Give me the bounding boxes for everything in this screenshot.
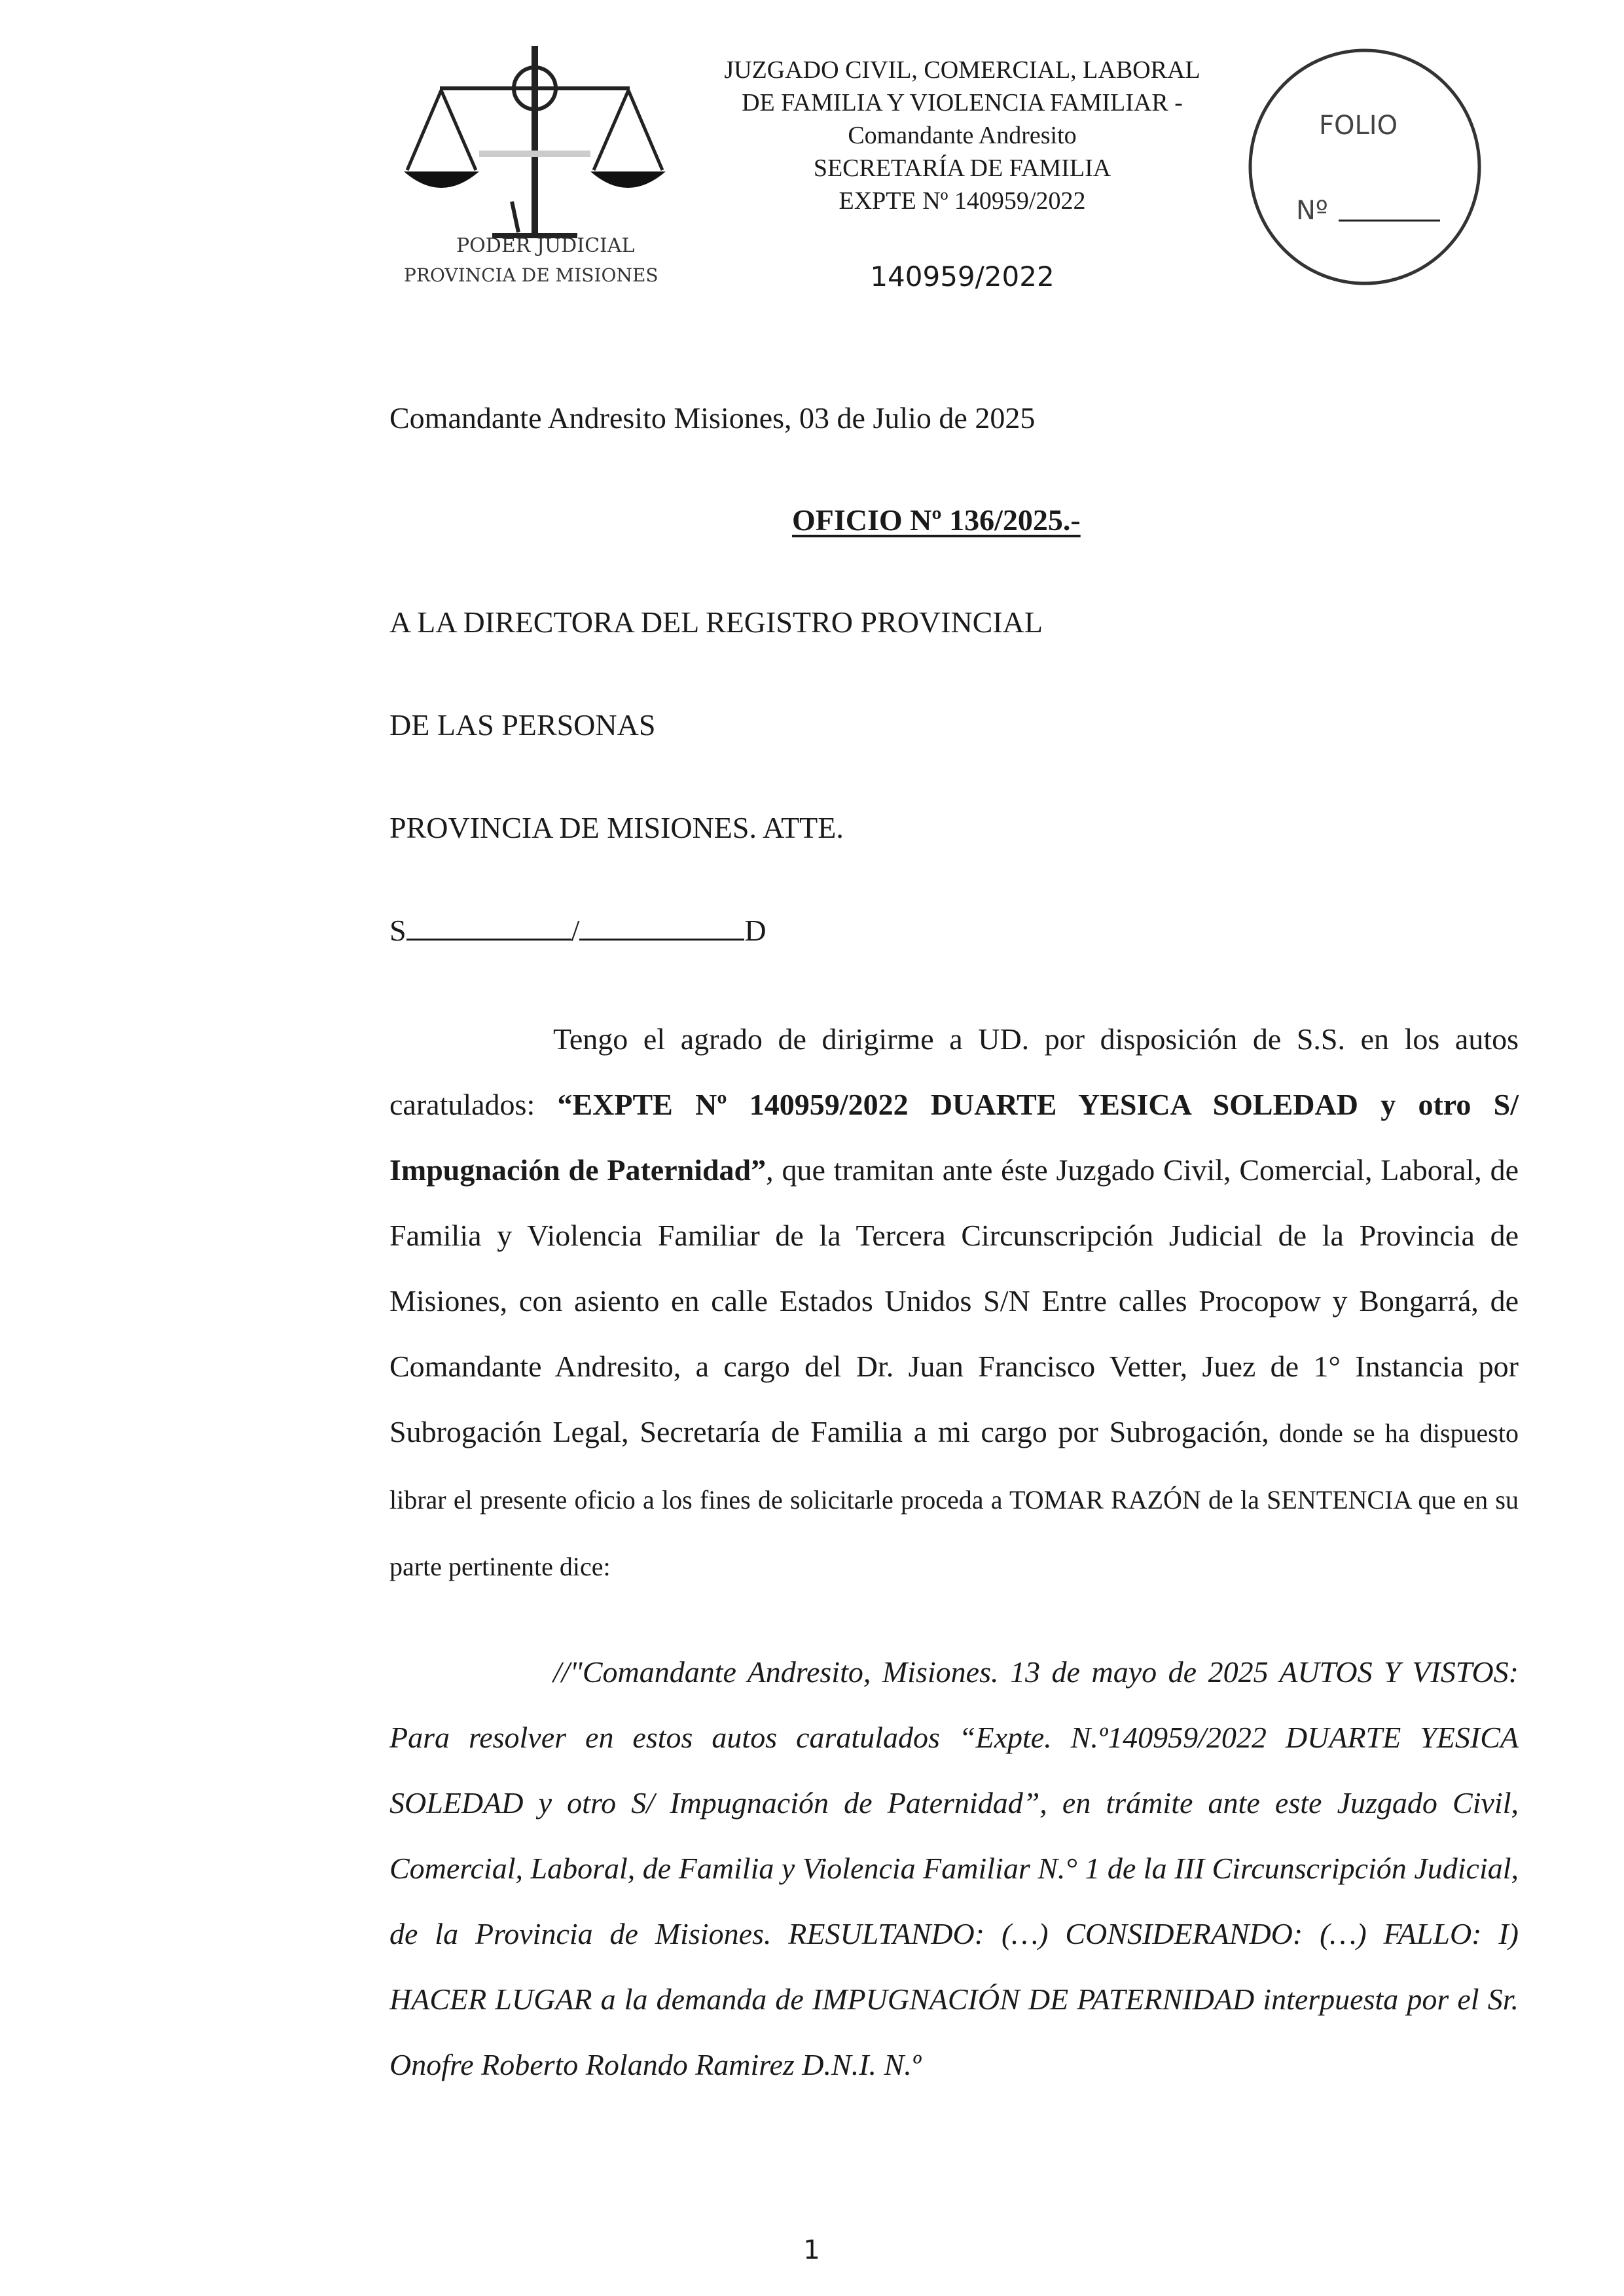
court-line: JUZGADO CIVIL, COMERCIAL, LABORAL (724, 56, 1200, 84)
place-date: Comandante Andresito Misiones, 03 de Julio de 2025 (389, 401, 1036, 435)
court-line: Comandante Andresito (848, 122, 1077, 149)
poder-judicial-logo (401, 39, 689, 295)
folio-label: FOLIO (1319, 111, 1398, 141)
salutation-sd (389, 913, 767, 948)
quote-text: //"Comandante Andresito, Misiones. 13 de mayo de 2025 AUTOS Y VISTOS: Para resolver en estos autos caratulados “Expte. N.º140959/2022 DUARTE YESICA SOLEDAD y otro S/ Impugnación de Paternidad”, en trámite ante este Juzgado Civil, Comercial, Laboral, de Familia y Violencia Familiar N.° 1 de la III Circunscripción Judicial, de la Provincia de Misiones. RESULTANDO: (…) CONSIDERANDO: (…) FALLO: I) HACER LUGAR a la demanda de IMPUGNACIÓN DE PATERNIDAD interpuesta por el Sr. Onofre Roberto Rolando Ramirez D.N.I. N.º (389, 1655, 1519, 2081)
sentence-quote (389, 1640, 1519, 2098)
logo-caption-1: PODER JUDICIAL (456, 234, 635, 257)
sd-d: D (744, 914, 767, 947)
address-line: PROVINCIA DE MISIONES. ATTE. (389, 811, 844, 844)
logo-caption-2: PROVINCIA DE MISIONES (404, 264, 659, 286)
body-text-2: , que tramitan ante éste Juzgado Civil, Comercial, Laboral, de Familia y Violencia Familiar de la Tercera Circunscripción Judicial de la Provincia de Misiones, con asiento en calle Estados Unidos S/N Entre calles Procopow y Bongarrá, de Comandante Andresito, a cargo del Dr. Juan Francisco Vetter, Juez de 1° Instancia por Subrogación Legal, Secretaría de Familia a mi cargo por Subrogación, (389, 1153, 1519, 1448)
court-header (668, 54, 1257, 217)
sd-s: S (389, 914, 406, 947)
sd-slash: / (571, 914, 580, 947)
address-line: A LA DIRECTORA DEL REGISTRO PROVINCIAL (389, 605, 1043, 639)
court-line: EXPTE Nº 140959/2022 (839, 187, 1086, 215)
folio-stamp (1244, 43, 1486, 291)
court-line: DE FAMILIA Y VIOLENCIA FAMILIAR - (742, 89, 1183, 117)
page-number: 1 (803, 2235, 820, 2265)
expte-code: 140959/2022 (870, 260, 1055, 293)
body-case-title: “EXPTE Nº 140959/2022 DUARTE YESICA SOLEDAD y otro S/ Impugnación de Paternidad” (389, 1088, 1519, 1187)
body-paragraph (389, 1007, 1519, 1600)
body-text-1: Tengo el agrado de dirigirme a UD. por disposición de S.S. en los autos caratulados: (389, 1022, 1519, 1121)
body-text-3: donde se ha dispuesto librar el presente oficio a los fines de solicitarle proceda a TOMAR RAZÓN de la SENTENCIA que en su parte pertinente dice: (389, 1418, 1519, 1581)
folio-number-label: Nº (1296, 196, 1328, 226)
scales-of-justice-icon (407, 46, 662, 236)
address-line: DE LAS PERSONAS (389, 708, 656, 742)
oficio-title: OFICIO Nº 136/2025.- (792, 503, 1081, 537)
court-line: SECRETARÍA DE FAMILIA (813, 154, 1111, 182)
